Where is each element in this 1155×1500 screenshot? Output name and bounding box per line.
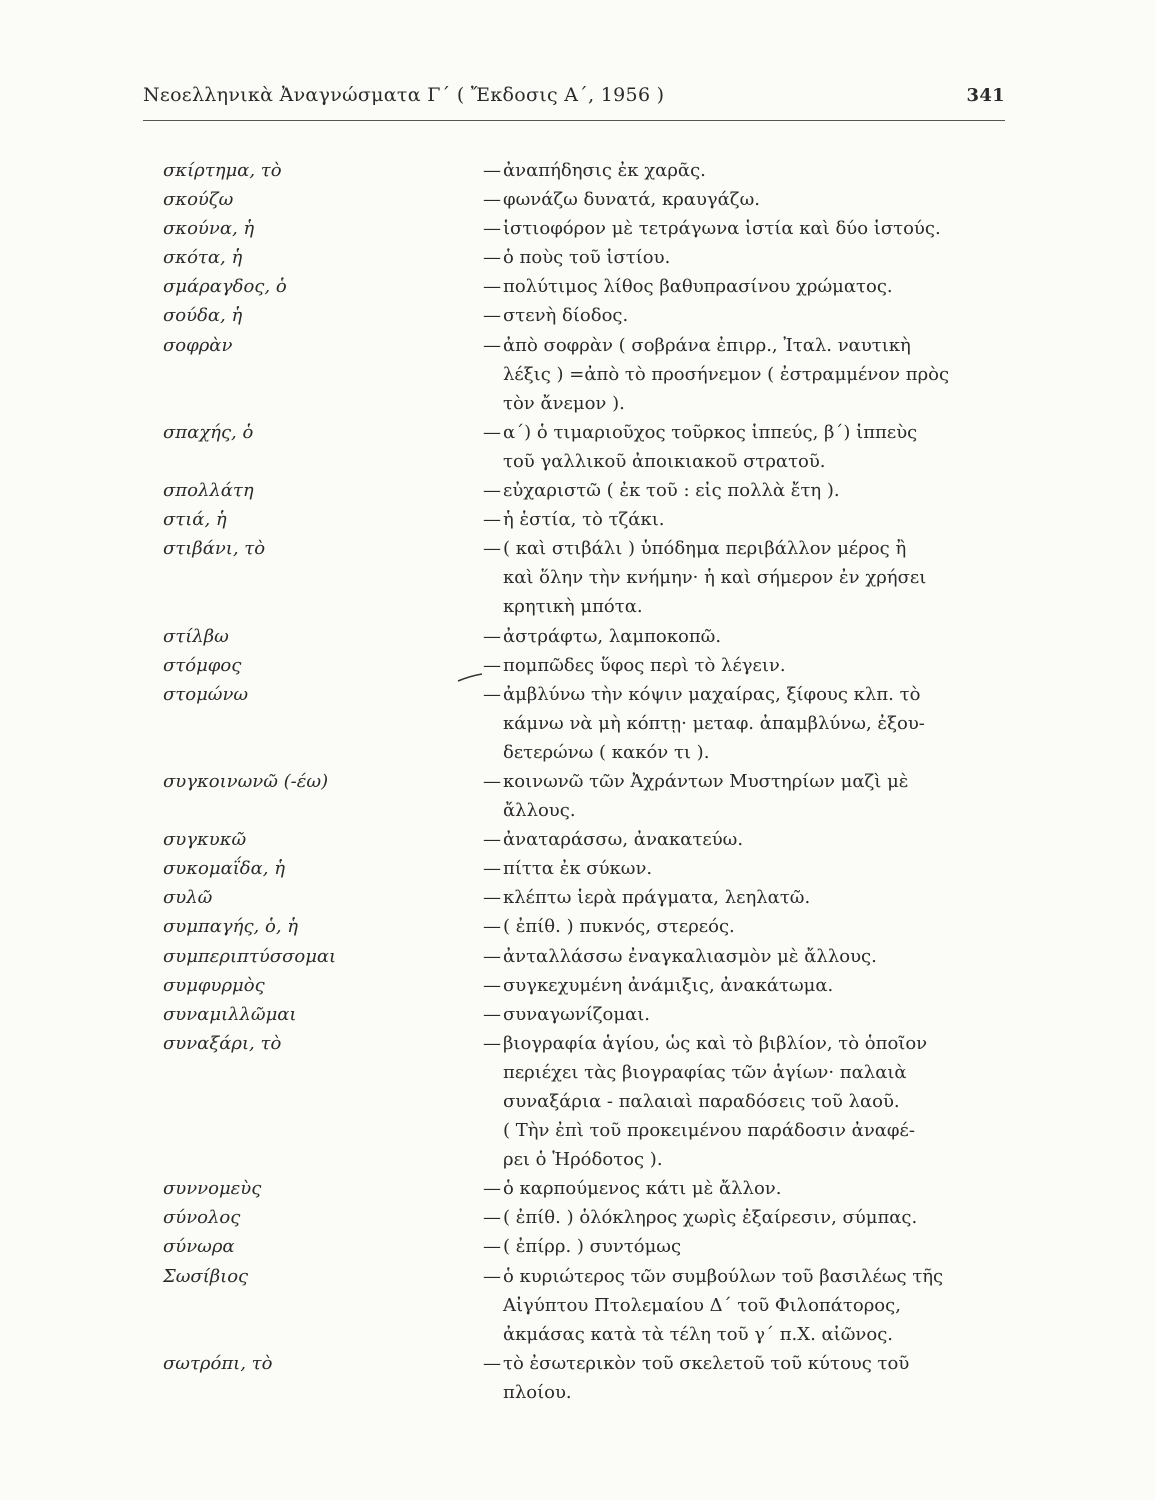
entry-definition — [483, 243, 1023, 272]
entry-term: συναμιλλῶμαι — [163, 1003, 297, 1025]
definition-text: πολύτιμος λίθος βαθυπρασίνου χρώματος. — [503, 276, 893, 298]
definition-line — [483, 680, 1023, 709]
definition-text: ( ἐπίρρ. ) συντόμως — [503, 1236, 682, 1258]
em-dash: — — [483, 654, 501, 676]
definition-text: συγκεχυμένη ἀνάμιξις, ἀνακάτωμα. — [503, 974, 834, 996]
definition-text: ἀναπήδησις ἐκ χαρᾶς. — [503, 160, 706, 181]
indent — [483, 389, 503, 418]
glossary-entry — [163, 476, 1023, 505]
entry-definition — [483, 331, 1023, 418]
definition-line — [483, 563, 1023, 592]
entry-term: στιά, ἡ — [163, 509, 227, 531]
entry-definition — [483, 1349, 1023, 1407]
em-dash: — — [483, 945, 501, 967]
entry-definition — [483, 1000, 1023, 1029]
definition-text: ἀστράφτω, λαμποκοπῶ. — [503, 625, 722, 647]
definition-line — [483, 505, 1023, 534]
definition-line — [483, 156, 1023, 185]
indent — [483, 360, 503, 389]
indent — [483, 709, 503, 738]
header-rule — [143, 120, 1005, 121]
em-dash: — — [483, 974, 501, 996]
definition-line — [483, 476, 1023, 505]
definition-text: τὸν ἄνεμον ). — [503, 392, 625, 414]
em-dash: — — [483, 1265, 501, 1287]
definition-text: ὁ ποὺς τοῦ ἱστίου. — [503, 247, 671, 269]
entry-term: σκούζω — [163, 189, 234, 211]
entry-term: σύνολος — [163, 1207, 241, 1229]
entry-term: συμπεριπτύσσομαι — [163, 945, 337, 967]
definition-text: ἀνταλλάσσω ἐναγκαλιασμὸν μὲ ἄλλους. — [503, 945, 877, 967]
indent — [483, 796, 503, 825]
em-dash: — — [483, 683, 501, 705]
em-dash: — — [483, 305, 501, 327]
entry-term: συμφυρμὸς — [163, 974, 265, 996]
definition-line — [483, 883, 1023, 912]
definition-line — [483, 418, 1023, 447]
entry-term: συγκυκῶ — [163, 829, 247, 851]
em-dash: — — [483, 1178, 501, 1200]
entry-term: συννομεὺς — [163, 1178, 262, 1200]
indent — [483, 592, 503, 621]
entry-definition — [483, 534, 1023, 621]
glossary-entry — [163, 185, 1023, 214]
em-dash: — — [483, 916, 501, 938]
definition-line — [483, 1174, 1023, 1203]
definition-line — [483, 331, 1023, 360]
glossary-entry — [163, 680, 1023, 767]
definition-text: ( ἐπίθ. ) πυκνός, στερεός. — [503, 916, 735, 938]
entry-term: σοφρὰν — [163, 334, 233, 356]
em-dash: — — [483, 160, 501, 181]
em-dash: — — [483, 218, 501, 240]
definition-line — [483, 1000, 1023, 1029]
glossary-entry — [163, 1203, 1023, 1232]
entry-definition — [483, 651, 1023, 680]
definition-text: ( ἐπίθ. ) ὁλόκληρος χωρὶς ἐξαίρεσιν, σύμπας. — [503, 1207, 918, 1229]
indent — [483, 447, 503, 476]
em-dash: — — [483, 480, 501, 502]
entry-definition — [483, 1262, 1023, 1349]
definition-note: ( Τὴν ἐπὶ τοῦ προκειμένου παράδοσιν ἀναφέ- — [503, 1120, 915, 1142]
definition-text: ὁ καρπούμενος κάτι μὲ ἄλλον. — [503, 1178, 782, 1200]
definition-line — [483, 1320, 1023, 1349]
entry-term: στομώνω — [163, 683, 249, 705]
em-dash: — — [483, 1236, 501, 1258]
glossary-entry — [163, 883, 1023, 912]
glossary-entry — [163, 767, 1023, 825]
definition-line — [483, 185, 1023, 214]
entry-definition — [483, 214, 1023, 243]
entry-definition — [483, 1232, 1023, 1261]
entry-definition — [483, 505, 1023, 534]
entry-definition — [483, 156, 1023, 185]
entry-term: σμάραγδος, ὁ — [163, 276, 287, 298]
definition-line — [483, 1087, 1023, 1116]
definition-text: πλοίου. — [503, 1381, 572, 1403]
em-dash: — — [483, 1352, 501, 1374]
entry-definition — [483, 912, 1023, 941]
glossary-entry — [163, 1029, 1023, 1174]
glossary-entry — [163, 418, 1023, 476]
glossary-entry — [163, 971, 1023, 1000]
glossary-entry — [163, 622, 1023, 651]
glossary-entry — [163, 1232, 1023, 1261]
entry-term: στίλβω — [163, 625, 229, 647]
em-dash: — — [483, 829, 501, 851]
definition-text: Αἰγύπτου Πτολεμαίου Δ΄ τοῦ Φιλοπάτορος, — [503, 1294, 901, 1316]
entry-definition — [483, 1203, 1023, 1232]
glossary-entry — [163, 331, 1023, 418]
em-dash: — — [483, 887, 501, 909]
entry-definition — [483, 767, 1023, 825]
definition-text: α΄) ὁ τιμαριοῦχος τοῦρκος ἱππεύς, β΄) ἱππεὺς — [503, 421, 918, 443]
definition-line — [483, 738, 1023, 767]
glossary-entry — [163, 912, 1023, 941]
definition-line — [483, 622, 1023, 651]
entry-definition — [483, 622, 1023, 651]
entry-definition — [483, 825, 1023, 854]
indent — [483, 1291, 503, 1320]
entry-definition — [483, 854, 1023, 883]
definition-line — [483, 1262, 1023, 1291]
entry-term: σωτρόπι, τὸ — [163, 1352, 273, 1374]
entry-definition — [483, 476, 1023, 505]
definition-text: κλέπτω ἱερὰ πράγματα, λεηλατῶ. — [503, 887, 811, 909]
glossary-entry — [163, 1262, 1023, 1349]
entry-term: σούδα, ἡ — [163, 305, 243, 327]
definition-line — [483, 796, 1023, 825]
definition-line — [483, 389, 1023, 418]
definition-text: συναγωνίζομαι. — [503, 1003, 650, 1025]
glossary-list — [163, 156, 1023, 1407]
definition-text: ὁ κυριώτερος τῶν συμβούλων τοῦ βασιλέως τῆς — [503, 1265, 944, 1287]
entry-definition — [483, 942, 1023, 971]
entry-definition — [483, 680, 1023, 767]
em-dash: — — [483, 334, 501, 356]
glossary-entry — [163, 942, 1023, 971]
em-dash: — — [483, 276, 501, 298]
definition-text: εὐχαριστῶ ( ἐκ τοῦ : εἰς πολλὰ ἔτη ). — [503, 480, 840, 502]
em-dash: — — [483, 1032, 501, 1054]
definition-line — [483, 272, 1023, 301]
glossary-entry — [163, 1000, 1023, 1029]
em-dash: — — [483, 625, 501, 647]
glossary-entry — [163, 214, 1023, 243]
definition-line — [483, 1291, 1023, 1320]
definition-line — [483, 709, 1023, 738]
definition-text: ἀπὸ σοφρὰν ( σοβράνα ἐπιρρ., Ἰταλ. ναυτικὴ — [503, 334, 911, 356]
definition-text: ἡ ἑστία, τὸ τζάκι. — [503, 509, 665, 531]
definition-text: κοινωνῶ τῶν Ἀχράντων Μυστηρίων μαζὶ μὲ — [503, 770, 909, 792]
em-dash: — — [483, 770, 501, 792]
em-dash: — — [483, 538, 501, 560]
glossary-entry — [163, 651, 1023, 680]
entry-definition — [483, 418, 1023, 476]
definition-line — [483, 971, 1023, 1000]
glossary-entry — [163, 1349, 1023, 1407]
entry-term: συναξάρι, τὸ — [163, 1032, 282, 1054]
entry-term: Σωσίβιος — [163, 1265, 249, 1287]
definition-line — [483, 534, 1023, 563]
indent — [483, 1320, 503, 1349]
glossary-entry — [163, 1174, 1023, 1203]
entry-definition — [483, 272, 1023, 301]
definition-note: ρει ὁ Ἡρόδοτος ). — [503, 1149, 663, 1171]
entry-term: σκότα, ἡ — [163, 247, 243, 269]
entry-term: σπαχής, ὁ — [163, 421, 254, 443]
definition-text: τὸ ἐσωτερικὸν τοῦ σκελετοῦ τοῦ κύτους τοῦ — [503, 1352, 910, 1374]
definition-text: ἄλλους. — [503, 800, 576, 822]
definition-line — [483, 1378, 1023, 1407]
definition-text: ἀμβλύνω τὴν κόψιν μαχαίρας, ξίφους κλπ. τὸ — [503, 683, 921, 705]
entry-term: συμπαγής, ὁ, ἡ — [163, 916, 299, 938]
definition-text: καὶ ὅλην τὴν κνήμην· ἡ καὶ σήμερον ἐν χρήσει — [503, 567, 927, 589]
em-dash: — — [483, 421, 501, 443]
definition-line — [483, 767, 1023, 796]
definition-line — [483, 592, 1023, 621]
em-dash: — — [483, 509, 501, 531]
entry-definition — [483, 301, 1023, 330]
definition-line — [483, 301, 1023, 330]
definition-text: κρητικὴ μπότα. — [503, 596, 643, 618]
definition-line — [483, 360, 1023, 389]
definition-line — [483, 447, 1023, 476]
definition-text: ἀκμάσας κατὰ τὰ τέλη τοῦ γ΄ π.Χ. αἰῶνος. — [503, 1323, 893, 1345]
definition-text: λέξις ) =ἀπὸ τὸ προσήνεμον ( ἐστραμμένον πρὸς — [503, 363, 950, 385]
definition-line — [483, 214, 1023, 243]
entry-term: σύνωρα — [163, 1236, 235, 1258]
em-dash: — — [483, 189, 501, 211]
em-dash: — — [483, 247, 501, 269]
definition-text: δετερώνω ( κακόν τι ). — [503, 741, 710, 763]
page-number: 341 — [966, 85, 1005, 106]
definition-text: βιογραφία ἁγίου, ὡς καὶ τὸ βιβλίον, τὸ ὁποῖον — [503, 1032, 928, 1054]
indent — [483, 1087, 503, 1116]
definition-line — [483, 912, 1023, 941]
glossary-entry — [163, 534, 1023, 621]
indent — [483, 1378, 503, 1407]
entry-term: σκούνα, ἡ — [163, 218, 255, 240]
definition-text: ἱστιοφόρον μὲ τετράγωνα ἱστία καὶ δύο ἱστούς. — [503, 218, 941, 240]
definition-text: συναξάρια - παλαιαὶ παραδόσεις τοῦ λαοῦ. — [503, 1091, 900, 1112]
definition-text: τοῦ γαλλικοῦ ἀποικιακοῦ στρατοῦ. — [503, 450, 826, 472]
em-dash: — — [483, 858, 501, 880]
indent — [483, 1058, 503, 1087]
entry-term: σκίρτημα, τὸ — [163, 160, 282, 181]
entry-term: συλῶ — [163, 887, 213, 909]
entry-term: σπολλάτη — [163, 480, 254, 502]
definition-line — [483, 243, 1023, 272]
running-header — [143, 84, 1005, 106]
glossary-entry — [163, 825, 1023, 854]
definition-line — [483, 1029, 1023, 1058]
entry-definition — [483, 971, 1023, 1000]
definition-line — [483, 942, 1023, 971]
glossary-entry — [163, 156, 1023, 185]
entry-definition — [483, 1029, 1023, 1174]
entry-term: στόμφος — [163, 654, 242, 676]
definition-text: φωνάζω δυνατά, κραυγάζω. — [503, 189, 760, 211]
pen-stroke-mark — [457, 673, 483, 683]
definition-line — [483, 854, 1023, 883]
definition-text: κάμνω νὰ μὴ κόπτῃ· μεταφ. ἀπαμβλύνω, ἐξου- — [503, 712, 925, 734]
entry-term: συγκοινωνῶ (-έω) — [163, 770, 329, 792]
definition-line — [483, 1058, 1023, 1087]
definition-text: ( καὶ στιβάλι ) ὑπόδημα περιβάλλον μέρος ἢ — [503, 538, 907, 560]
definition-line — [483, 1232, 1023, 1261]
definition-line — [483, 651, 1023, 680]
entry-definition — [483, 883, 1023, 912]
indent — [483, 738, 503, 767]
definition-line — [483, 1203, 1023, 1232]
definition-text: περιέχει τὰς βιογραφίας τῶν ἁγίων· παλαιὰ — [503, 1061, 907, 1083]
definition-line — [483, 1349, 1023, 1378]
definition-line — [483, 825, 1023, 854]
definition-text: πομπῶδες ὕφος περὶ τὸ λέγειν. — [503, 654, 786, 676]
glossary-entry — [163, 505, 1023, 534]
em-dash: — — [483, 1003, 501, 1025]
glossary-entry — [163, 243, 1023, 272]
glossary-entry — [163, 272, 1023, 301]
entry-term: στιβάνι, τὸ — [163, 538, 266, 560]
entry-term: συκομαΐδα, ἡ — [163, 858, 286, 880]
definition-text: ἀναταράσσω, ἀνακατεύω. — [503, 829, 744, 851]
indent — [483, 563, 503, 592]
definition-text: πίττα ἐκ σύκων. — [503, 858, 653, 880]
entry-definition — [483, 1174, 1023, 1203]
entry-definition — [483, 185, 1023, 214]
definition-text: στενὴ δίοδος. — [503, 305, 629, 327]
running-title: Νεοελληνικὰ Ἀναγνώσματα Γ΄ ( Ἔκδοσις Α΄, 1956 ) — [143, 84, 665, 106]
em-dash: — — [483, 1207, 501, 1229]
glossary-entry — [163, 854, 1023, 883]
glossary-entry — [163, 301, 1023, 330]
